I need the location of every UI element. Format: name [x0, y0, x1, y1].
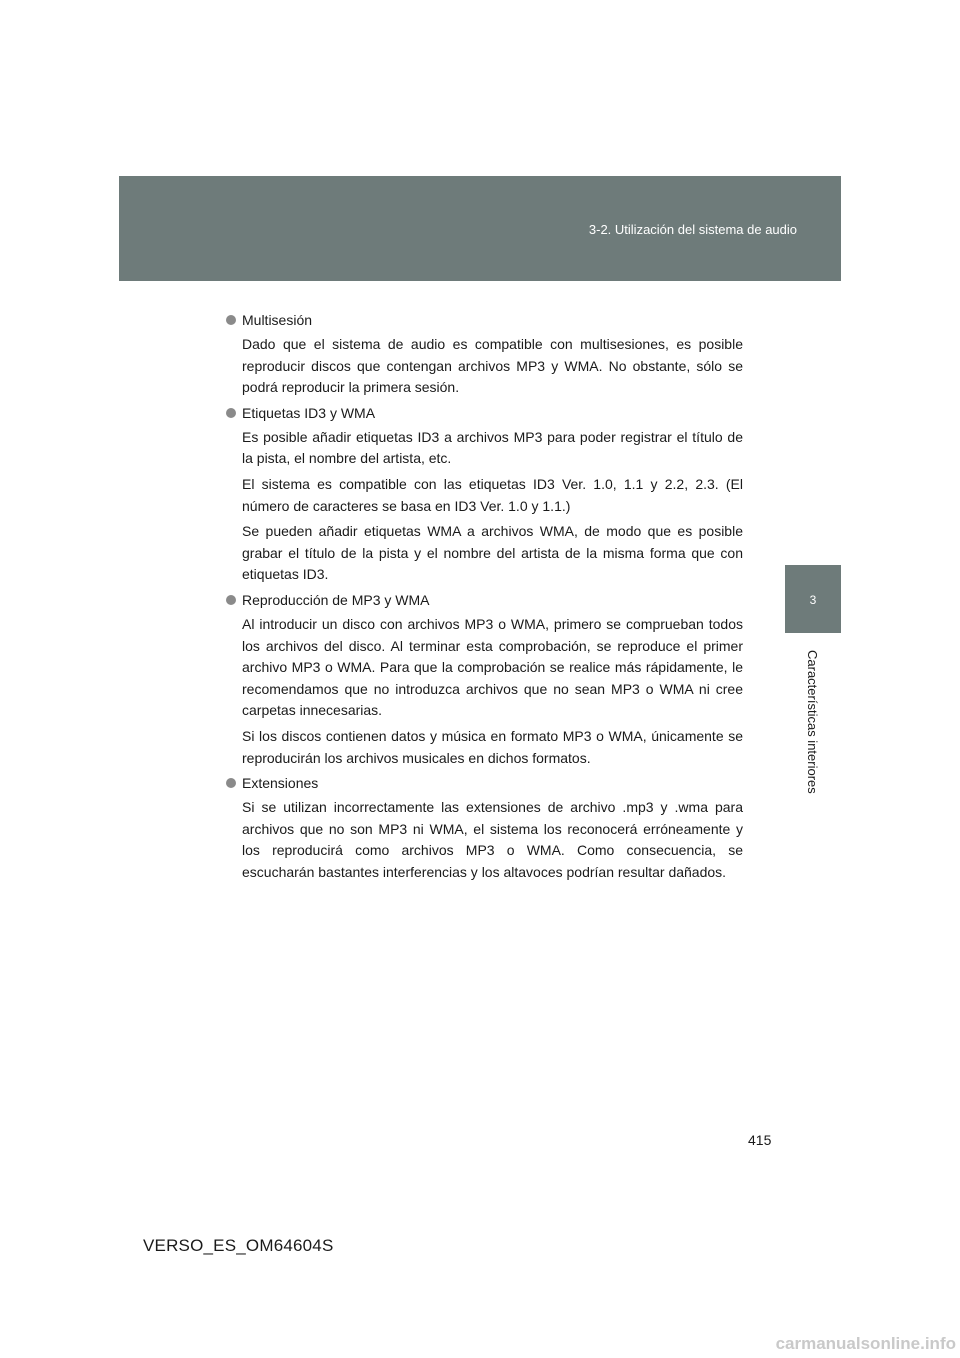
chapter-tab: [785, 565, 841, 633]
paragraph: Es posible añadir etiquetas ID3 a archivos MP3 para poder registrar el título de la pista, el nombre del artista, etc.: [242, 428, 743, 467]
bullet-heading-text: Etiquetas ID3 y WMA: [242, 404, 376, 421]
paragraph: El sistema es compatible con las etiquetas ID3 Ver. 1.0, 1.1 y 2.2, 2.3. (El número de caracteres se basa en ID3 Ver. 1.0 y 1.1.): [242, 475, 743, 514]
watermark[interactable]: carmanualsonline.info: [775, 1334, 956, 1353]
bullet-heading: [224, 590, 743, 610]
paragraph: Si se utilizan incorrectamente las extensiones de archivo .mp3 y .wma para archivos que no son MP3 ni WMA, el sistema los reconocerá erróneamente y los reproducirá como archivos MP3 o WMA. Como consecuencia, se escucharán bastantes interferencias y los altavoces podrían resultar dañados.: [242, 799, 743, 880]
bullet-icon: [226, 778, 236, 788]
bullet-heading: [224, 403, 743, 423]
chapter-number: 3: [809, 593, 817, 607]
paragraph: Al introducir un disco con archivos MP3 o WMA, primero se comprueban todos los archivos del disco. Al terminar esta comprobación, se reproduce el primer archivo MP3 o WMA. Para que la comprobación se realice más rápidamente, le recomendamos que no introduzca archivos que no sean MP3 o WMA ni cree carpetas innecesarias.: [242, 615, 743, 719]
bullet-heading-text: Extensiones: [242, 775, 319, 792]
header-band: [119, 176, 841, 281]
page-number: 415: [748, 1132, 772, 1148]
content: [224, 306, 743, 883]
paragraph: Dado que el sistema de audio es compatible con multisesiones, es posible reproducir discos que contengan archivos MP3 y WMA. No obstante, sólo se podrá reproducir la primera sesión.: [242, 336, 743, 396]
bullet-heading: [224, 310, 743, 330]
chapter-label-text: Características interiores: [805, 650, 820, 794]
bullet-icon: [226, 315, 236, 325]
document-code: VERSO_ES_OM64604S: [143, 1236, 334, 1255]
paragraph: Se pueden añadir etiquetas WMA a archivos WMA, de modo que es posible grabar el título de la pista y el nombre del artista de la misma forma que con etiquetas ID3.: [242, 523, 743, 583]
bullet-heading-text: Multisesión: [242, 312, 313, 328]
paragraph: Si los discos contienen datos y música en formato MP3 o WMA, únicamente se reproducirán los archivos musicales en dichos formatos.: [242, 727, 743, 766]
bullet-heading: [224, 773, 743, 793]
bullet-heading-text: Reproducción de MP3 y WMA: [242, 591, 430, 608]
bullet-icon: [226, 595, 236, 605]
section-title: 3-2. Utilización del sistema de audio: [588, 222, 797, 237]
bullet-icon: [226, 408, 236, 418]
